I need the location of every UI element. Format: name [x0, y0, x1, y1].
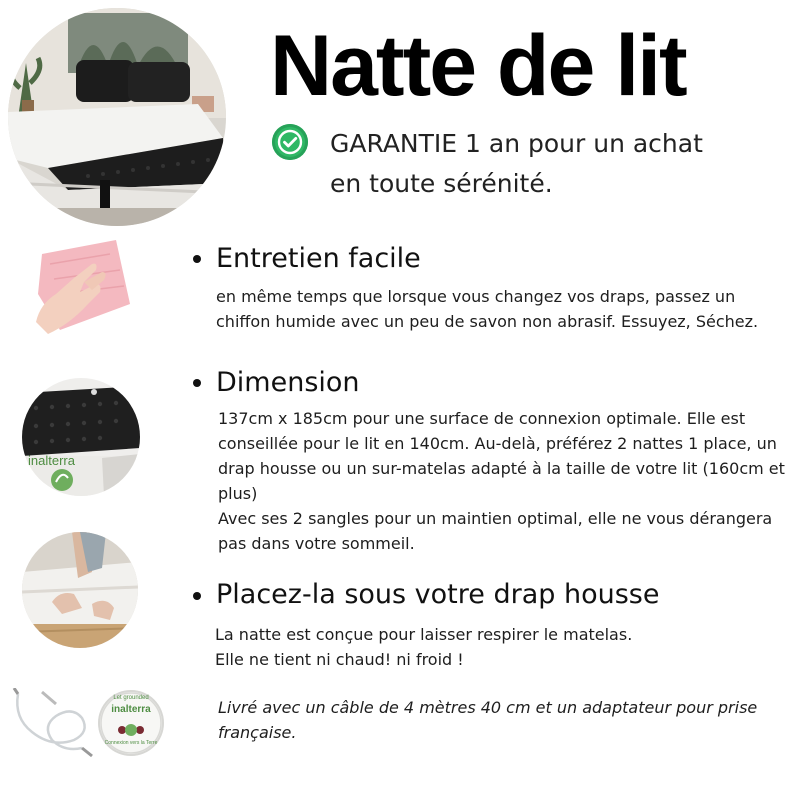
bullet-point [193, 592, 201, 600]
section-heading-dimension: Dimension [216, 367, 360, 398]
guarantee-text [330, 124, 770, 204]
placement-line-2: Elle ne tient ni chaud! ni froid ! [215, 650, 464, 669]
section-heading-placement: Placez-la sous votre drap housse [216, 579, 660, 610]
fitted-sheet-photo [22, 532, 138, 648]
guarantee-line-2: en toute sérénité. [330, 169, 553, 198]
dimension-paragraph-1: 137cm x 185cm pour une surface de connexion optimale. Elle est conseillée pour le lit en 140cm. Au-delà, préférez 2 nattes 1 place, un drap housse ou un sur-matelas adapté à la taille de votre lit (160cm et plus) [218, 409, 785, 503]
section-text-placement [215, 622, 775, 672]
bed-photo [8, 8, 226, 226]
guarantee-line-1: GARANTIE 1 an pour un achat [330, 129, 703, 158]
dimension-paragraph-2: Avec ses 2 sangles pour un maintien optimal, elle ne vous dérangera pas dans votre sommeil. [218, 509, 773, 553]
placement-line-1: La natte est conçue pour laisser respirer le matelas. [215, 625, 633, 644]
section-heading-care: Entretien facile [216, 243, 421, 274]
cleaning-cloth-photo [30, 234, 134, 338]
delivery-note: Livré avec un câble de 4 mètres 40 cm et un adaptateur pour prise française. [218, 698, 758, 742]
sticker-top-text: Let grounded [113, 695, 149, 701]
mat-photo [22, 378, 140, 496]
adapter-sticker [98, 690, 164, 756]
cable-image [12, 688, 94, 758]
check-circle-icon [272, 124, 308, 160]
section-text-care: en même temps que lorsque vous changez vos draps, passez un chiffon humide avec un peu de savon non abrasif. Essuyez, Séchez. [216, 287, 759, 331]
sticker-brand: inalterra [111, 704, 151, 715]
page-title: Natte de lit [270, 18, 686, 114]
section-text-dimension [218, 406, 788, 556]
bullet-point [193, 255, 201, 263]
sticker-bottom-text: Connexion vers la Terre [104, 740, 158, 746]
brand-label: inalterra [28, 453, 75, 468]
bullet-point [193, 379, 201, 387]
